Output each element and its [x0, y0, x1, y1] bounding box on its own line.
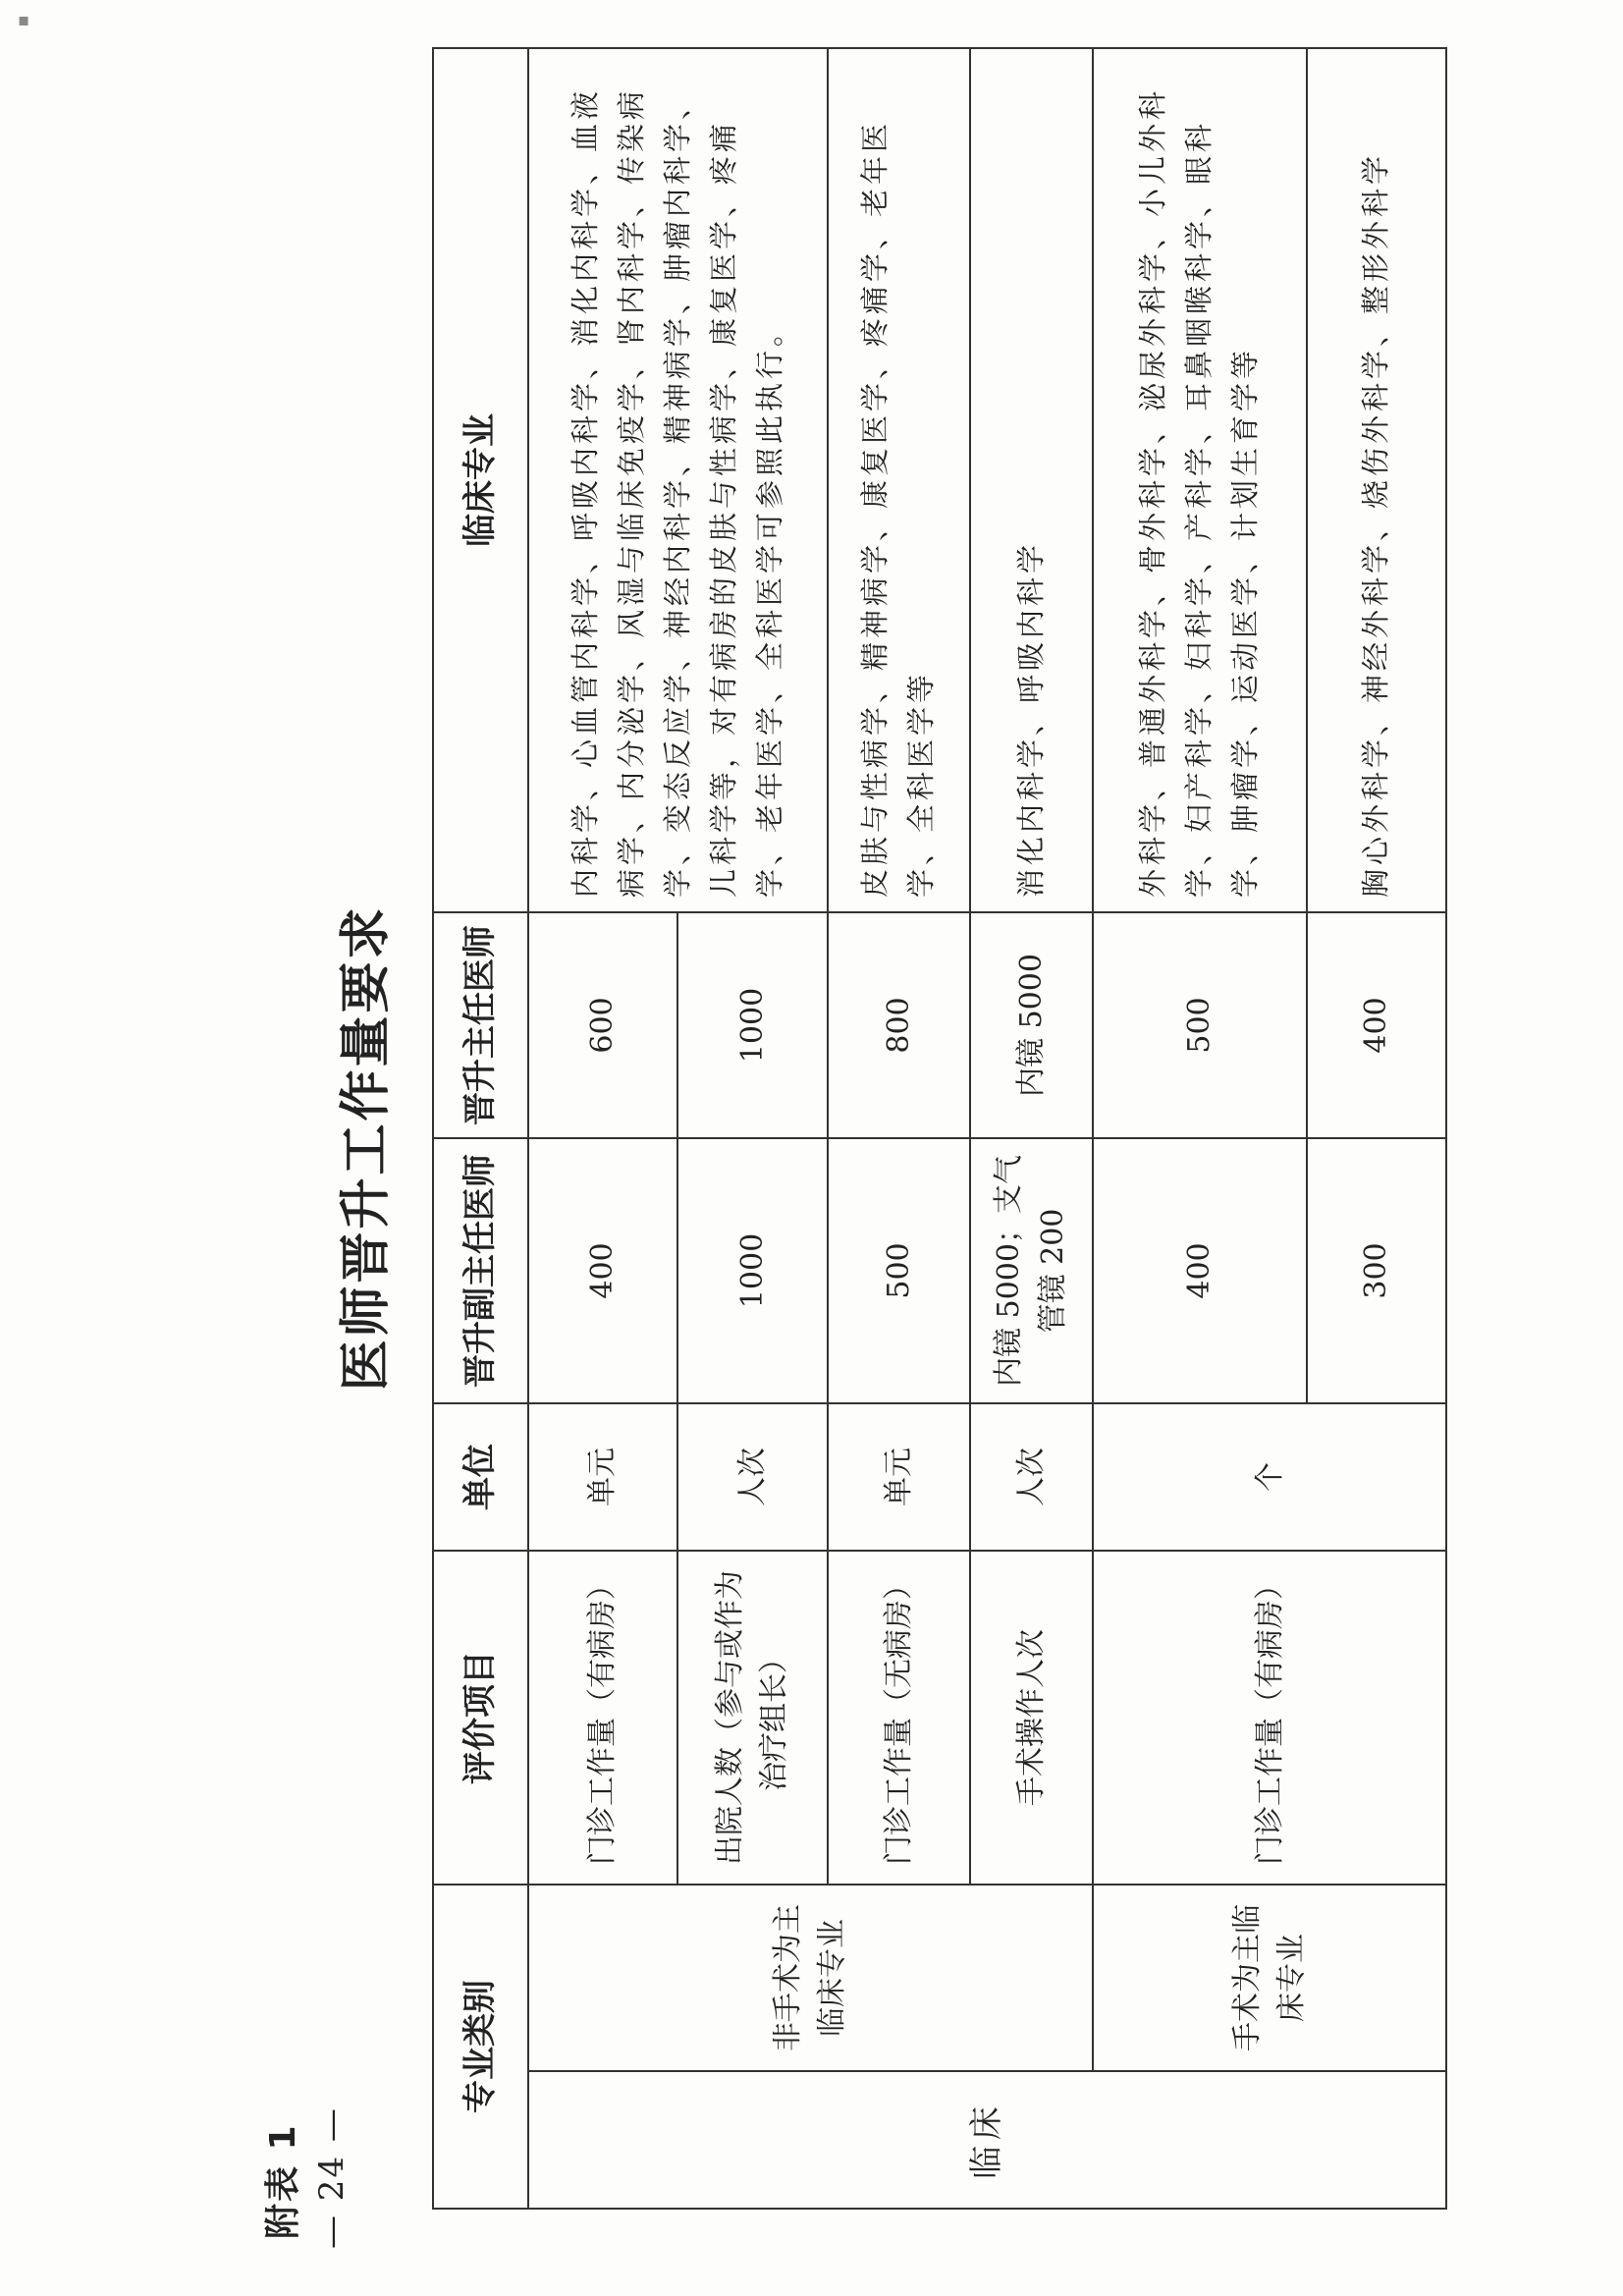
header-row	[433, 48, 528, 2209]
header-category: 专业类别	[433, 1885, 528, 2209]
row-specialty: 外科学、普通外科学、骨外科学、泌尿外科学、小儿外科学、妇产科学、妇科学、产科学、耳鼻咽喉科学、眼科学、肿瘤学、运动医学、计划生育学等	[1093, 48, 1306, 912]
row-specialty: 皮肤与性病学、精神病学、康复医学、疼痛学、老年医学、全科医学等	[828, 48, 970, 912]
row-associate: 400	[528, 1138, 678, 1403]
row-chief: 500	[1093, 912, 1306, 1138]
row-specialty: 消化内科学、呼吸内科学	[970, 48, 1094, 912]
group-name: 非手术为主临床专业	[528, 1885, 1094, 2071]
row-unit: 个	[1093, 1403, 1446, 1551]
header-unit: 单位	[433, 1403, 528, 1551]
row-item: 门诊工作量（有病房）	[1093, 1551, 1446, 1885]
row-chief: 内镜 5000	[970, 912, 1094, 1138]
page-title: 医师晋升工作量要求	[337, 904, 396, 1392]
row-specialty: 内科学、心血管内科学、呼吸内科学、消化内科学、血液病学、内分泌学、风湿与临床免疫学、肾内科学、传染病学、变态反应学、神经内科学、精神病学、肿瘤内科学、儿科学等，对有病房的皮肤与性病学、康复医学、疼痛学、老年医学、全科医学可参照此执行。	[528, 48, 828, 912]
header-item: 评价项目	[433, 1551, 528, 1885]
row-associate: 1000	[677, 1138, 828, 1403]
group-name: 手术为主临床专业	[1093, 1885, 1446, 2071]
table-row	[528, 48, 678, 2209]
row-item: 出院人数（参与或作为治疗组长）	[677, 1551, 828, 1885]
header-chief: 晋升主任医师	[433, 912, 528, 1138]
header-associate: 晋升副主任医师	[433, 1138, 528, 1403]
row-chief: 1000	[677, 912, 828, 1138]
page-number: — 24 —	[312, 2106, 352, 2249]
row-associate: 500	[828, 1138, 970, 1403]
row-chief: 400	[1307, 912, 1447, 1138]
row-item: 门诊工作量（无病房）	[828, 1551, 970, 1885]
row-unit: 人次	[970, 1403, 1094, 1551]
row-item: 手术操作人次	[970, 1551, 1094, 1885]
row-chief: 800	[828, 912, 970, 1138]
workload-table	[432, 47, 1447, 2210]
row-chief: 600	[528, 912, 678, 1138]
major-category: 临床	[528, 2071, 1446, 2209]
row-associate: 内镜 5000；支气管镜 200	[970, 1138, 1094, 1403]
row-unit: 人次	[677, 1403, 828, 1551]
attachment-label: 附表 1	[263, 2123, 303, 2239]
row-associate: 400	[1093, 1138, 1306, 1403]
row-unit: 单元	[828, 1403, 970, 1551]
scan-speck: ▪	[18, 10, 30, 30]
row-specialty: 胸心外科学、神经外科学、烧伤外科学、整形外科学	[1307, 48, 1447, 912]
row-associate: 300	[1307, 1138, 1447, 1403]
header-specialty: 临床专业	[433, 48, 528, 912]
row-item: 门诊工作量（有病房）	[528, 1551, 678, 1885]
row-unit: 单元	[528, 1403, 678, 1551]
table-row	[1093, 48, 1306, 2209]
